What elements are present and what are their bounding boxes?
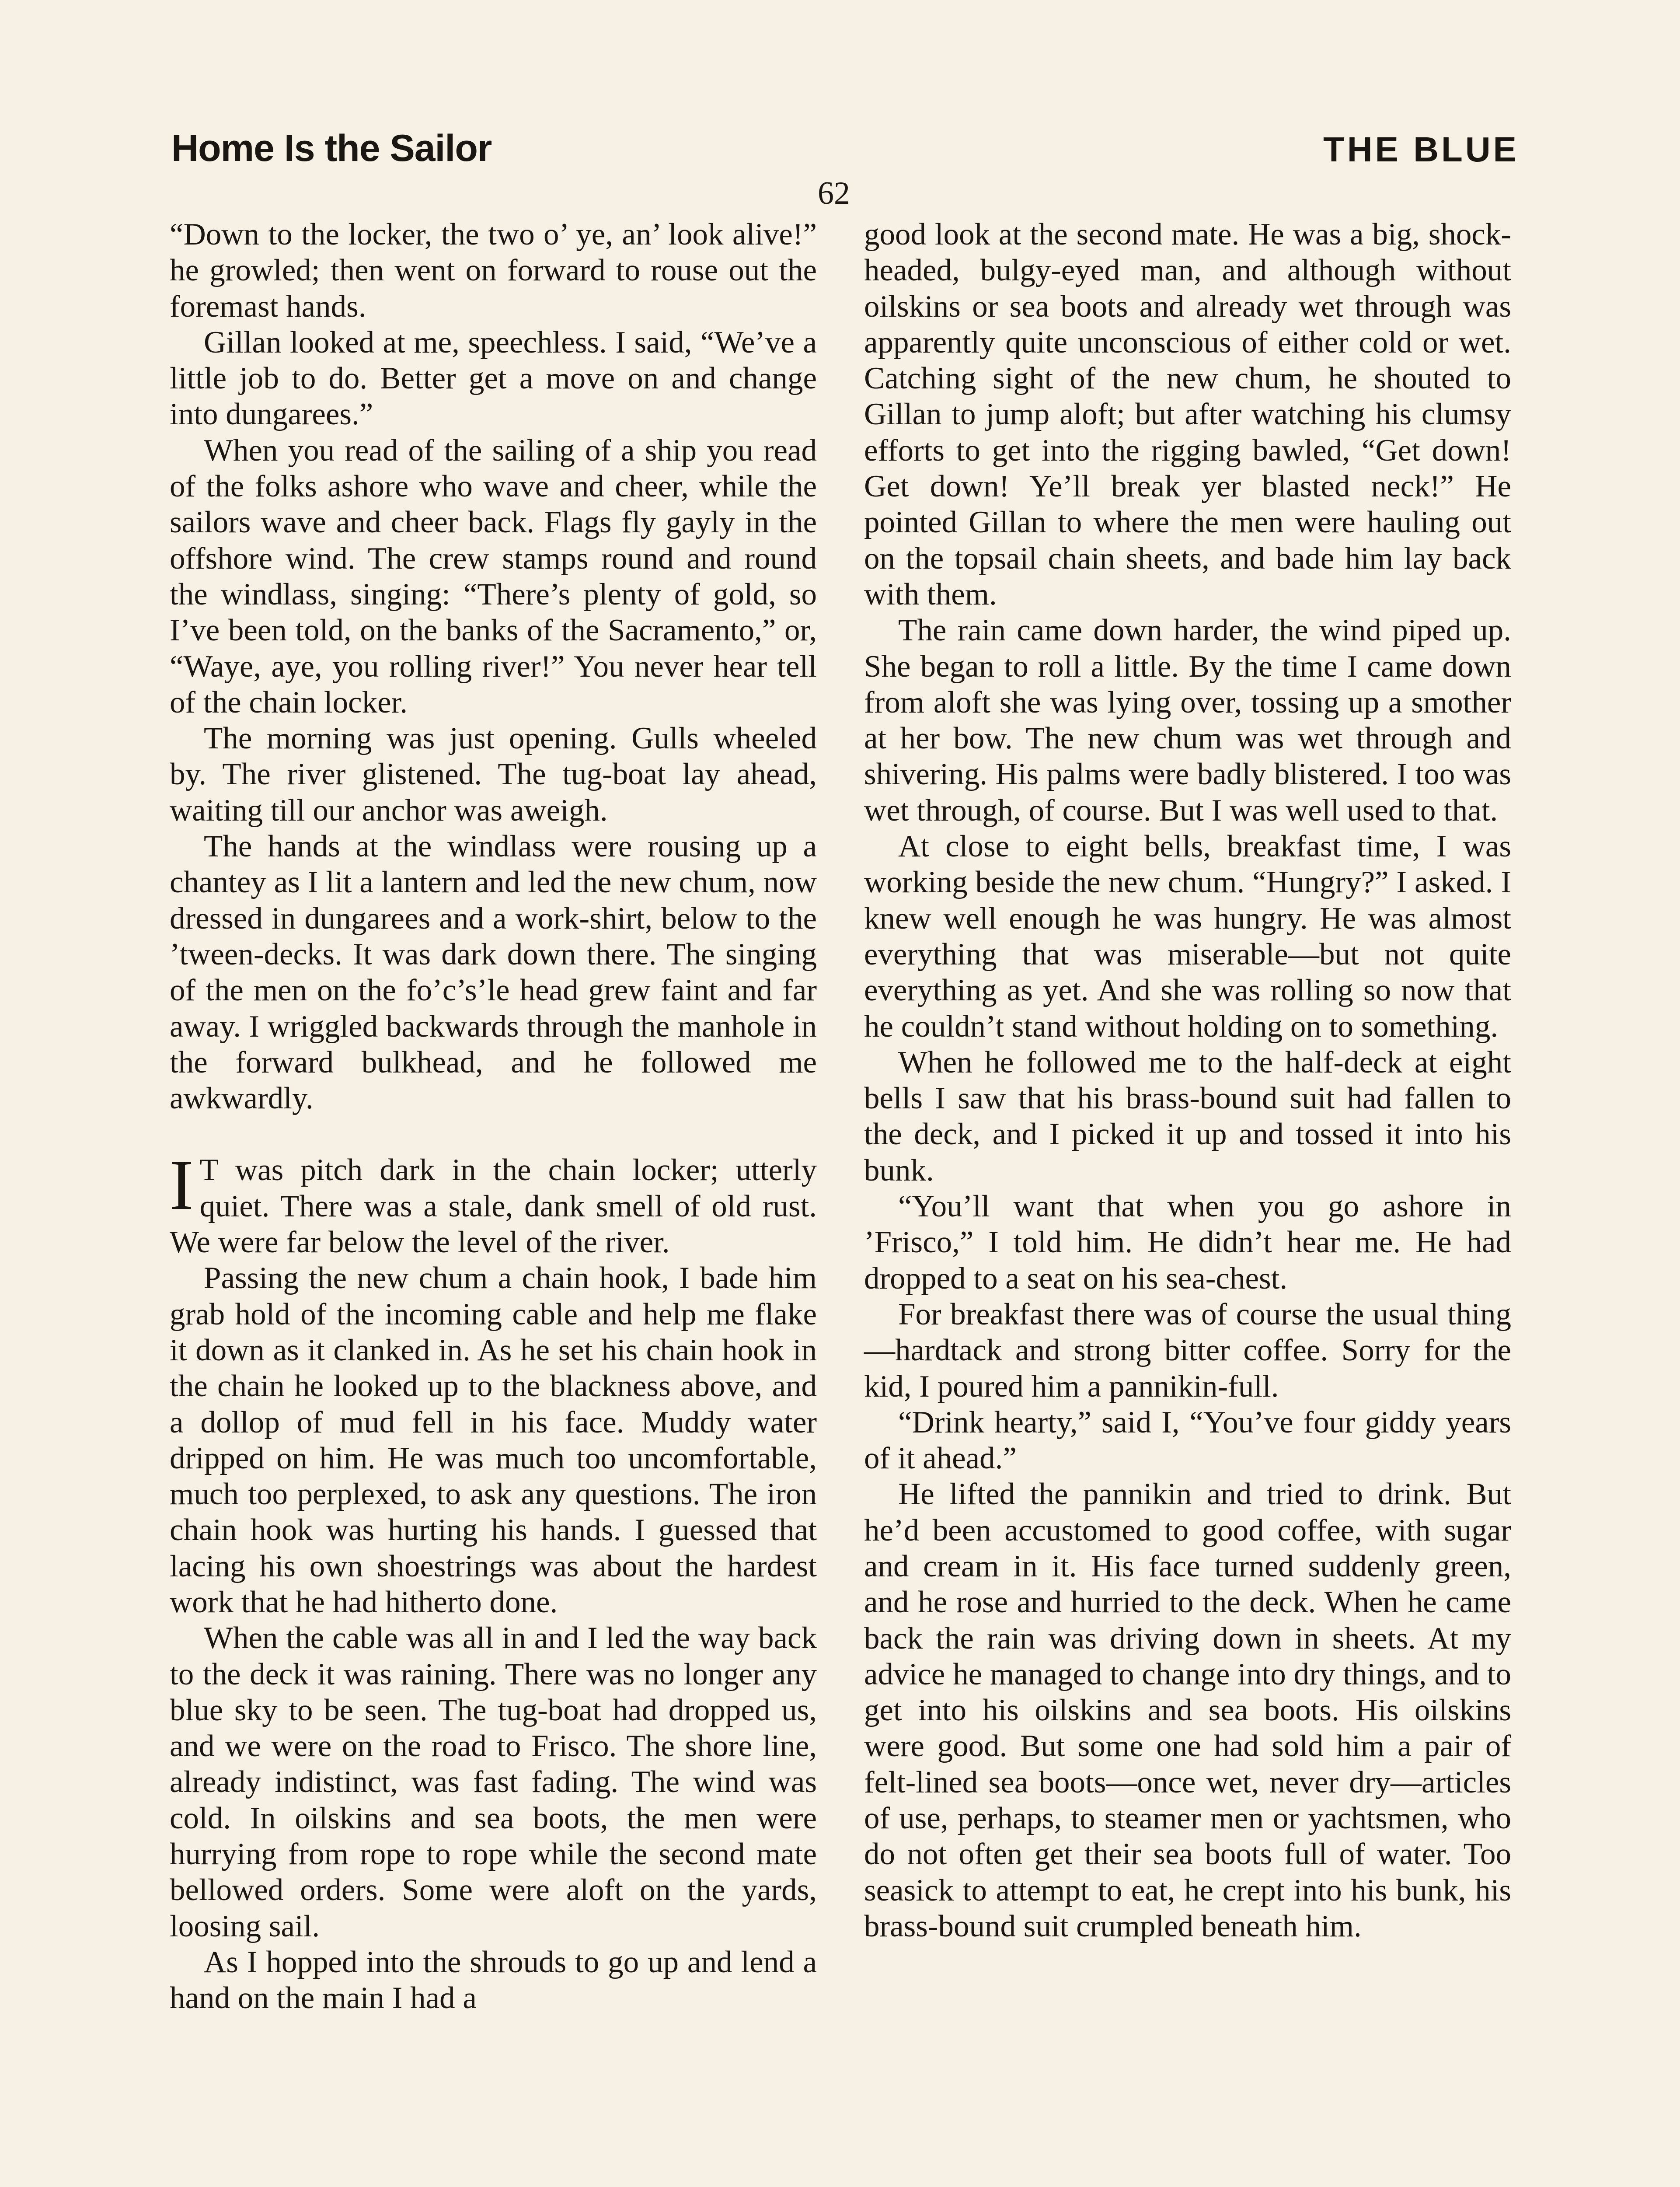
right-column bbox=[864, 217, 1511, 1944]
left-column bbox=[170, 217, 817, 2016]
paragraph: “Drink hearty,” said I, “You’ve four giddy years of it ahead.” bbox=[864, 1405, 1511, 1476]
paragraph: When he followed me to the half-deck at eight bells I saw that his brass-bound suit had fallen to the deck, and I picked it up and tossed it into his bunk. bbox=[864, 1045, 1511, 1188]
paragraph: Passing the new chum a chain hook, I bade him grab hold of the incoming cable and help me flake it down as it clanked in. As he set his chain hook in the chain he looked up to the blackness above, and a dollop of mud fell in his face. Muddy water dripped on him. He was much too uncomfortable, much too perplexed, to ask any questions. The iron chain hook was hurting his hands. I guessed that lacing his own shoestrings was about the hardest work that he had hitherto done. bbox=[170, 1261, 817, 1619]
paragraph: At close to eight bells, breakfast time, I was working beside the new chum. “Hungry?” I asked. I knew well enough he was hungry. He was almost everything that was miserable—but not quite everything as yet. And she was rolling so now that he couldn’t stand without holding on to something. bbox=[864, 829, 1511, 1044]
drop-cap: I bbox=[170, 1146, 194, 1225]
paragraph: The morning was just opening. Gulls wheeled by. The river glistened. The tug-boat lay ahead, waiting till our anchor was aweigh. bbox=[170, 721, 817, 828]
paragraph: Gillan looked at me, speechless. I said, “We’ve a little job to do. Better get a move on and change into dungarees.” bbox=[170, 325, 817, 432]
paragraph: The hands at the windlass were rousing up a chantey as I lit a lantern and led the new chum, now dressed in dungarees and a work-shirt, below to the ’tween-decks. It was dark down there. The singing of the men on the fo’c’s’le head grew faint and far away. I wriggled backwards through the manhole in the forward bulkhead, and he followed me awkwardly. bbox=[170, 829, 817, 1116]
paragraph: When you read of the sailing of a ship you read of the folks ashore who wave and cheer, while the sailors wave and cheer back. Flags fly gayly in the offshore wind. The crew stamps round and round the windlass, singing: “There’s plenty of gold, so I’ve been told, on the banks of the Sacramento,” or, “Waye, aye, you rolling river!” You never hear tell of the chain locker. bbox=[170, 433, 817, 720]
page-number: 62 bbox=[818, 175, 850, 211]
paragraph: For breakfast there was of course the usual thing—hardtack and strong bitter coffee. Sorry for the kid, I poured him a pannikin-full. bbox=[864, 1297, 1511, 1404]
paragraph: “Down to the locker, the two o’ ye, an’ look alive!” he growled; then went on forward to rouse out the foremast hands. bbox=[170, 217, 817, 324]
section-start-paragraph bbox=[170, 1146, 817, 1260]
paragraph: “You’ll want that when you go ashore in ’Frisco,” I told him. He didn’t hear me. He had dropped to a seat on his sea-chest. bbox=[864, 1189, 1511, 1296]
magazine-name: THE BLUE bbox=[1323, 130, 1519, 169]
paragraph: good look at the second mate. He was a big, shock-headed, bulgy-eyed man, and although without oilskins or sea boots and already wet through was apparently quite unconscious of either cold or wet. Catching sight of the new chum, he shouted to Gillan to jump aloft; but after watching his clumsy efforts to get into the rigging bawled, “Get down! Get down! Ye’ll break yer blasted neck!” He pointed Gillan to where the men were hauling out on the topsail chain sheets, and bade him lay back with them. bbox=[864, 217, 1511, 611]
paragraph: He lifted the pannikin and tried to drink. But he’d been accustomed to good coffee, with sugar and cream in it. His face turned suddenly green, and he rose and hurried to the deck. When he came back the rain was driving down in sheets. At my advice he managed to change into dry things, and to get into his oilskins and sea boots. His oilskins were good. But some one had sold him a pair of felt-lined sea boots—once wet, never dry—articles of use, perhaps, to steamer men or yachtsmen, who do not often get their sea boots full of water. Too seasick to attempt to eat, he crept into his bunk, his brass-bound suit crumpled beneath him. bbox=[864, 1477, 1511, 1943]
paragraph: As I hopped into the shrouds to go up and lend a hand on the main I had a bbox=[170, 1945, 817, 2016]
paragraph: When the cable was all in and I led the way back to the deck it was raining. There was no longer any blue sky to be seen. The tug-boat had dropped us, and we were on the road to Frisco. The shore line, already indistinct, was fast fading. The wind was cold. In oilskins and sea boots, the men were hurrying from rope to rope while the second mate bellowed orders. Some were aloft on the yards, loosing sail. bbox=[170, 1621, 817, 1943]
paragraph: The rain came down harder, the wind piped up. She began to roll a little. By the time I came down from aloft she was lying over, tossing up a smother at her bow. The new chum was wet through and shivering. His palms were badly blistered. I too was wet through, of course. But I was well used to that. bbox=[864, 613, 1511, 828]
paragraph-text: T was pitch dark in the chain locker; utterly quiet. There was a stale, dank smell of old rust. We were far below the level of the river. bbox=[170, 1153, 817, 1260]
story-title: Home Is the Sailor bbox=[171, 127, 492, 169]
